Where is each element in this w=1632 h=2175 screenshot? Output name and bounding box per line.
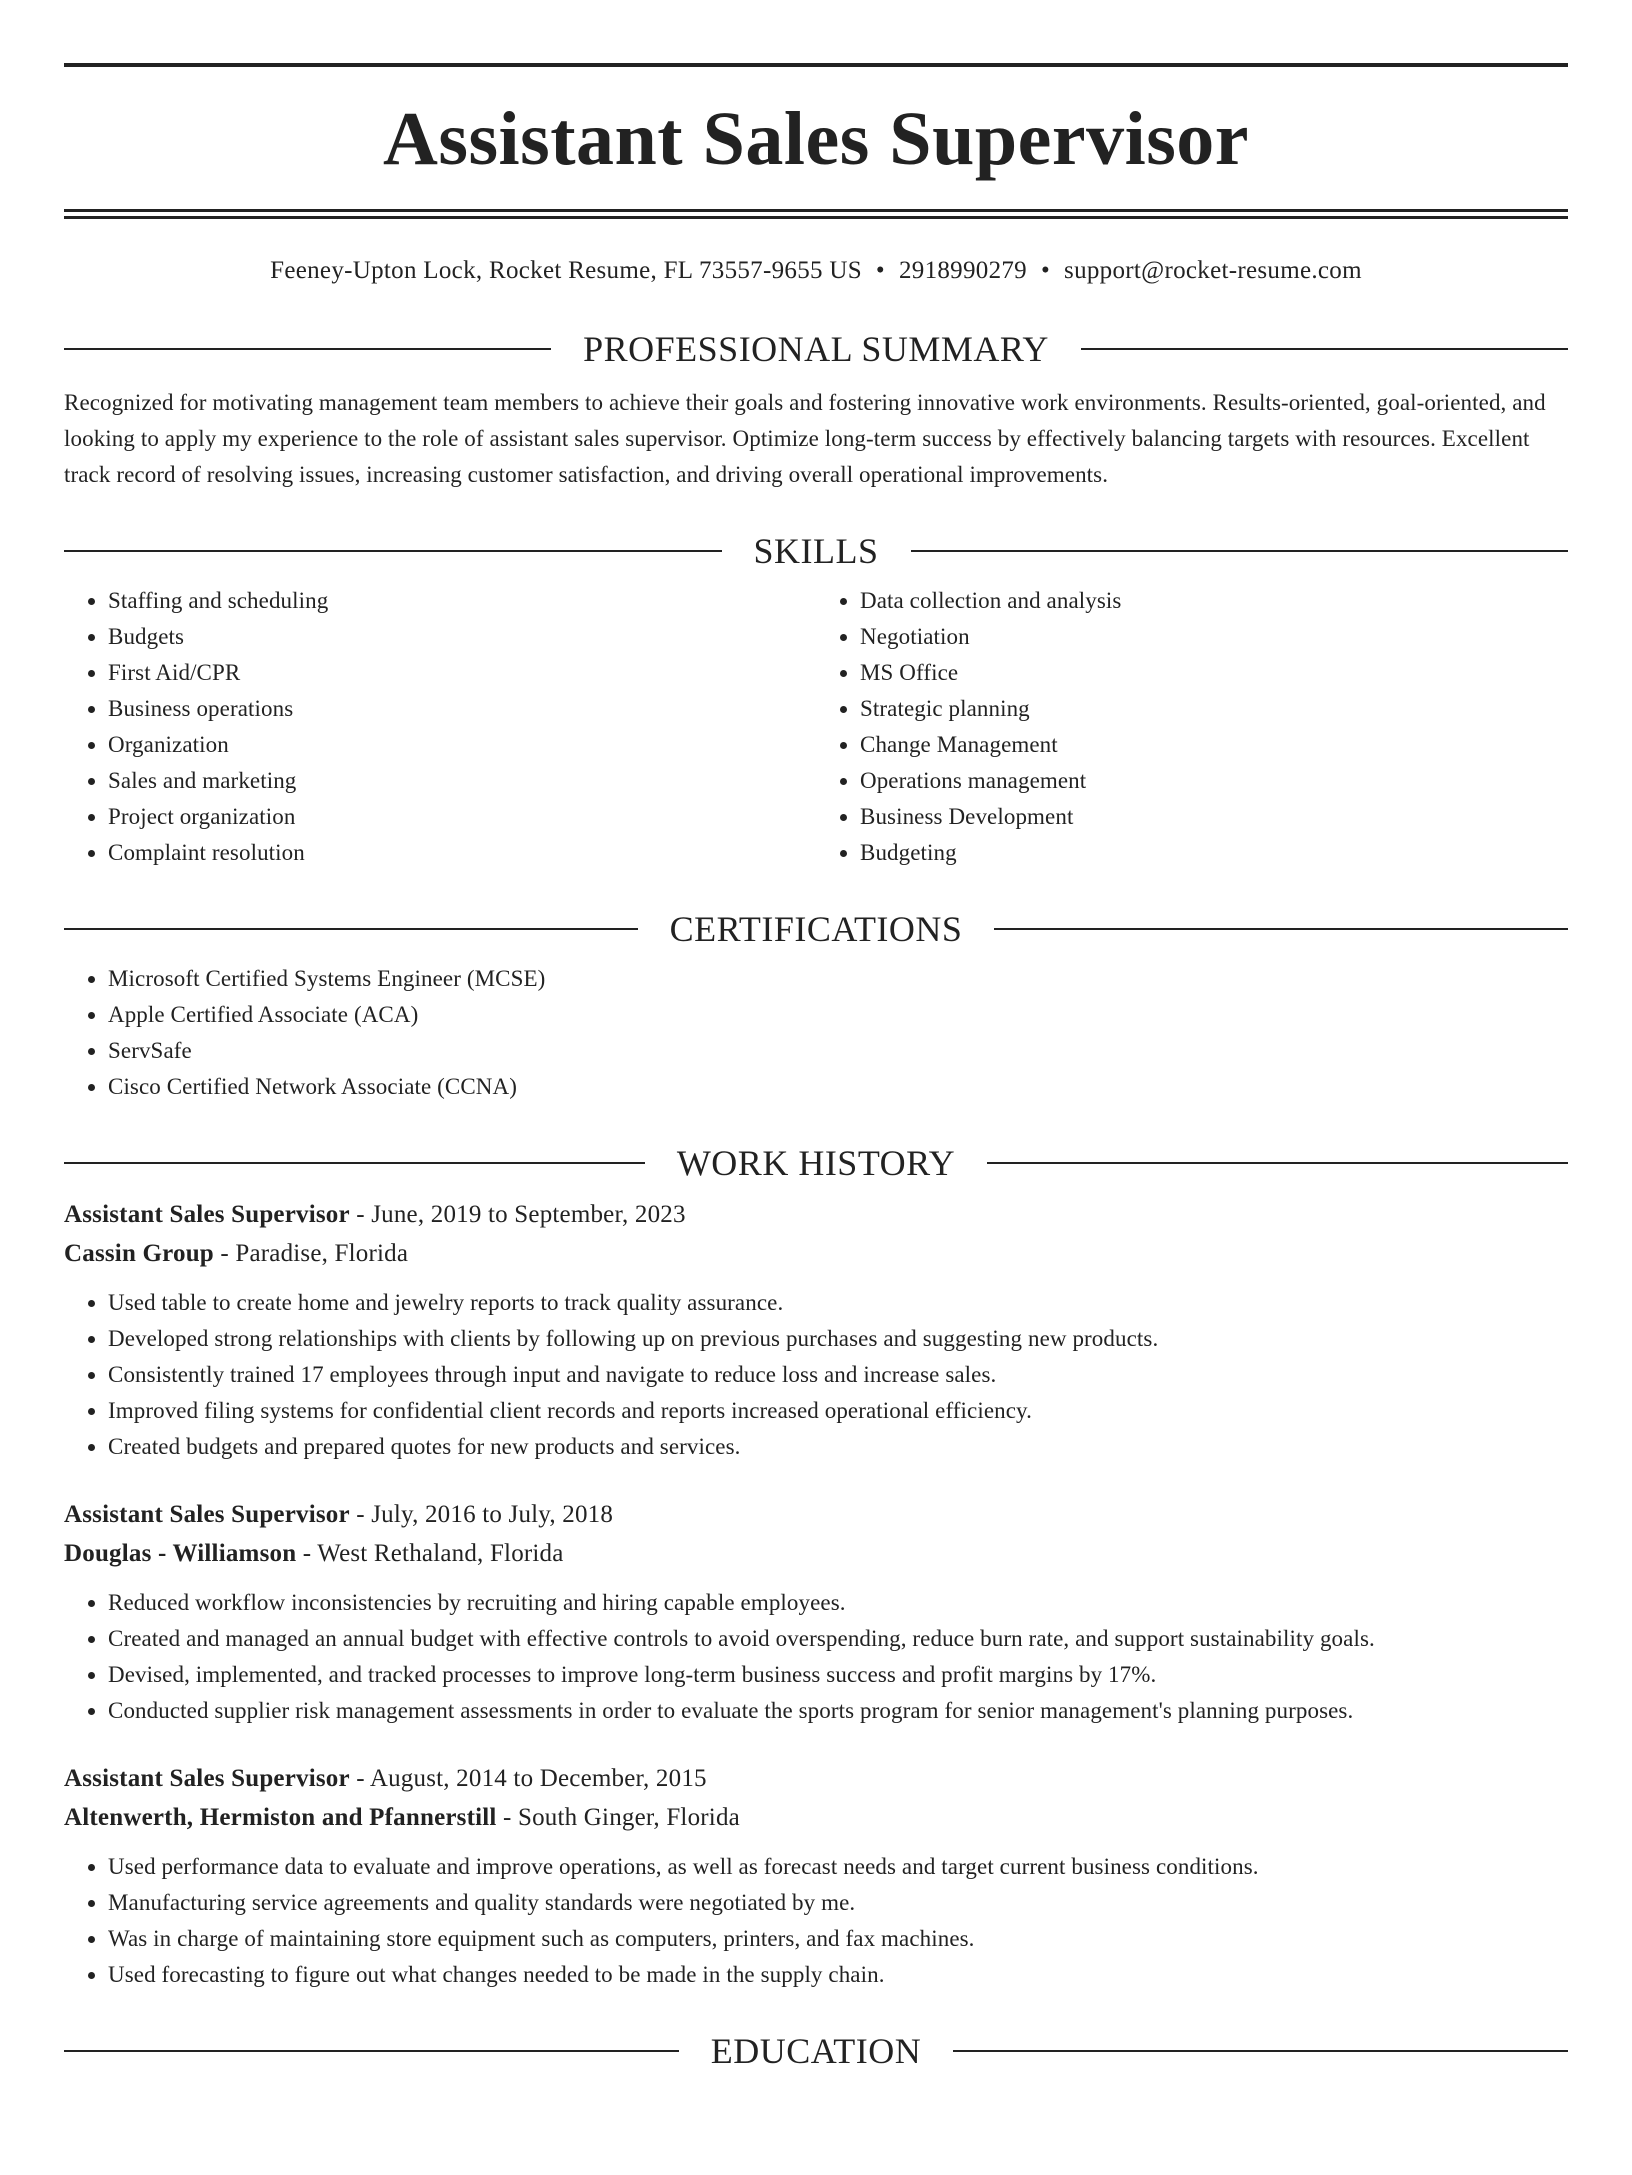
job-title: Assistant Sales Supervisor bbox=[64, 1201, 350, 1228]
skill-item: • Operations management bbox=[860, 763, 1568, 799]
job-bullet: • Used table to create home and jewelry reports to track quality assurance. bbox=[108, 1285, 1568, 1321]
contact-address: Feeney-Upton Lock, Rocket Resume, FL 73557-9655 US bbox=[270, 257, 862, 284]
heading-rule-right bbox=[953, 2050, 1568, 2052]
job-bullet: • Was in charge of maintaining store equipment such as computers, printers, and fax machines. bbox=[108, 1921, 1568, 1957]
certifications-heading bbox=[64, 909, 1568, 949]
skill-item: • Negotiation bbox=[860, 619, 1568, 655]
job-dates: - June, 2019 to September, 2023 bbox=[349, 1201, 686, 1228]
job-bullet: • Created budgets and prepared quotes for new products and services. bbox=[108, 1429, 1568, 1465]
job-title: Assistant Sales Supervisor bbox=[64, 1501, 350, 1528]
contact-separator: • bbox=[875, 257, 885, 284]
summary-heading bbox=[64, 329, 1568, 369]
job-dates: - August, 2014 to December, 2015 bbox=[349, 1765, 707, 1792]
job-title-line bbox=[64, 1495, 1568, 1534]
skill-item: • First Aid/CPR bbox=[108, 655, 816, 691]
skill-item: • Budgeting bbox=[860, 835, 1568, 871]
heading-rule-right bbox=[911, 550, 1569, 552]
job-title-line bbox=[64, 1759, 1568, 1798]
skills-columns bbox=[64, 583, 1568, 871]
certifications-heading-title: CERTIFICATIONS bbox=[669, 909, 963, 949]
title-double-rule bbox=[64, 209, 1568, 219]
job-entry bbox=[64, 1759, 1568, 1993]
job-bullet: • Devised, implemented, and tracked processes to improve long-term business success and profit margins by 17%. bbox=[108, 1657, 1568, 1693]
job-location: - South Ginger, Florida bbox=[496, 1804, 740, 1831]
education-heading-title: EDUCATION bbox=[710, 2031, 922, 2071]
skills-heading bbox=[64, 531, 1568, 571]
job-bullet: • Improved filing systems for confidential client records and reports increased operational efficiency. bbox=[108, 1393, 1568, 1429]
heading-rule-left bbox=[64, 348, 551, 350]
skill-item: • Change Management bbox=[860, 727, 1568, 763]
job-bullet: • Consistently trained 17 employees through input and navigate to reduce loss and increase sales. bbox=[108, 1357, 1568, 1393]
certification-item: • Microsoft Certified Systems Engineer (MCSE) bbox=[108, 961, 1568, 997]
certifications-list bbox=[64, 961, 1568, 1105]
job-company-line bbox=[64, 1234, 1568, 1273]
contact-phone: 2918990279 bbox=[898, 257, 1027, 284]
job-dates: - July, 2016 to July, 2018 bbox=[349, 1501, 614, 1528]
job-bullets bbox=[64, 1849, 1568, 1993]
job-title-line bbox=[64, 1195, 1568, 1234]
heading-rule-left bbox=[64, 928, 638, 930]
heading-rule-left bbox=[64, 2050, 679, 2052]
skill-item: • Business operations bbox=[108, 691, 816, 727]
job-bullet: • Manufacturing service agreements and quality standards were negotiated by me. bbox=[108, 1885, 1568, 1921]
job-company-line bbox=[64, 1534, 1568, 1573]
certification-item: • ServSafe bbox=[108, 1033, 1568, 1069]
skill-item: • Strategic planning bbox=[860, 691, 1568, 727]
job-entry bbox=[64, 1195, 1568, 1465]
skill-item: • MS Office bbox=[860, 655, 1568, 691]
summary-heading-title: PROFESSIONAL SUMMARY bbox=[583, 329, 1049, 369]
contact-separator: • bbox=[1040, 257, 1051, 284]
job-bullet: • Used performance data to evaluate and improve operations, as well as forecast needs and target current business conditions. bbox=[108, 1849, 1568, 1885]
job-company: Douglas - Williamson bbox=[64, 1540, 297, 1567]
heading-rule-right bbox=[994, 928, 1568, 930]
job-location: - West Rethaland, Florida bbox=[296, 1540, 564, 1567]
job-entry bbox=[64, 1495, 1568, 1729]
job-bullet: • Developed strong relationships with clients by following up on previous purchases and suggesting new products. bbox=[108, 1321, 1568, 1357]
job-title: Assistant Sales Supervisor bbox=[64, 1765, 350, 1792]
resume-page bbox=[0, 63, 1632, 2175]
heading-rule-right bbox=[987, 1162, 1568, 1164]
job-bullets bbox=[64, 1585, 1568, 1729]
job-location: - Paradise, Florida bbox=[213, 1240, 409, 1267]
heading-rule-left bbox=[64, 1162, 645, 1164]
contact-email: support@rocket-resume.com bbox=[1064, 257, 1362, 284]
skill-item: • Data collection and analysis bbox=[860, 583, 1568, 619]
education-heading bbox=[64, 2031, 1568, 2071]
job-bullet: • Used forecasting to figure out what changes needed to be made in the supply chain. bbox=[108, 1957, 1568, 1993]
skill-item: • Project organization bbox=[108, 799, 816, 835]
skill-item: • Organization bbox=[108, 727, 816, 763]
skills-heading-title: SKILLS bbox=[753, 531, 879, 571]
job-company-line bbox=[64, 1798, 1568, 1837]
job-company: Altenwerth, Hermiston and Pfannerstill bbox=[64, 1804, 497, 1831]
skill-item: • Business Development bbox=[860, 799, 1568, 835]
work-history-heading-title: WORK HISTORY bbox=[676, 1143, 956, 1183]
work-history-heading bbox=[64, 1143, 1568, 1183]
heading-rule-left bbox=[64, 550, 722, 552]
contact-line bbox=[64, 257, 1568, 291]
resume-title: Assistant Sales Supervisor bbox=[383, 97, 1249, 181]
job-company: Cassin Group bbox=[64, 1240, 214, 1267]
skills-list-right bbox=[816, 583, 1568, 871]
job-bullet: • Created and managed an annual budget with effective controls to avoid overspending, reduce burn rate, and support sustainability goals. bbox=[108, 1621, 1568, 1657]
skill-item: • Complaint resolution bbox=[108, 835, 816, 871]
job-bullet: • Reduced workflow inconsistencies by recruiting and hiring capable employees. bbox=[108, 1585, 1568, 1621]
skill-item: • Budgets bbox=[108, 619, 816, 655]
job-bullet: • Conducted supplier risk management assessments in order to evaluate the sports program for senior management's planning purposes. bbox=[108, 1693, 1568, 1729]
skill-item: • Sales and marketing bbox=[108, 763, 816, 799]
skills-list-left bbox=[64, 583, 816, 871]
summary-text: Recognized for motivating management team members to achieve their goals and fostering innovative work environments. Results-oriented, goal-oriented, and looking to apply my experience to the role of assistant sales supervisor. Optimize long-term success by effectively balancing targets with resources. Excellent track record of resolving issues, increasing customer satisfaction, and driving overall operational improvements. bbox=[64, 390, 1546, 487]
certification-item: • Cisco Certified Network Associate (CCNA) bbox=[108, 1069, 1568, 1105]
certification-item: • Apple Certified Associate (ACA) bbox=[108, 997, 1568, 1033]
top-rule bbox=[64, 63, 1568, 67]
heading-rule-right bbox=[1081, 348, 1568, 350]
job-bullets bbox=[64, 1285, 1568, 1465]
skill-item: • Staffing and scheduling bbox=[108, 583, 816, 619]
